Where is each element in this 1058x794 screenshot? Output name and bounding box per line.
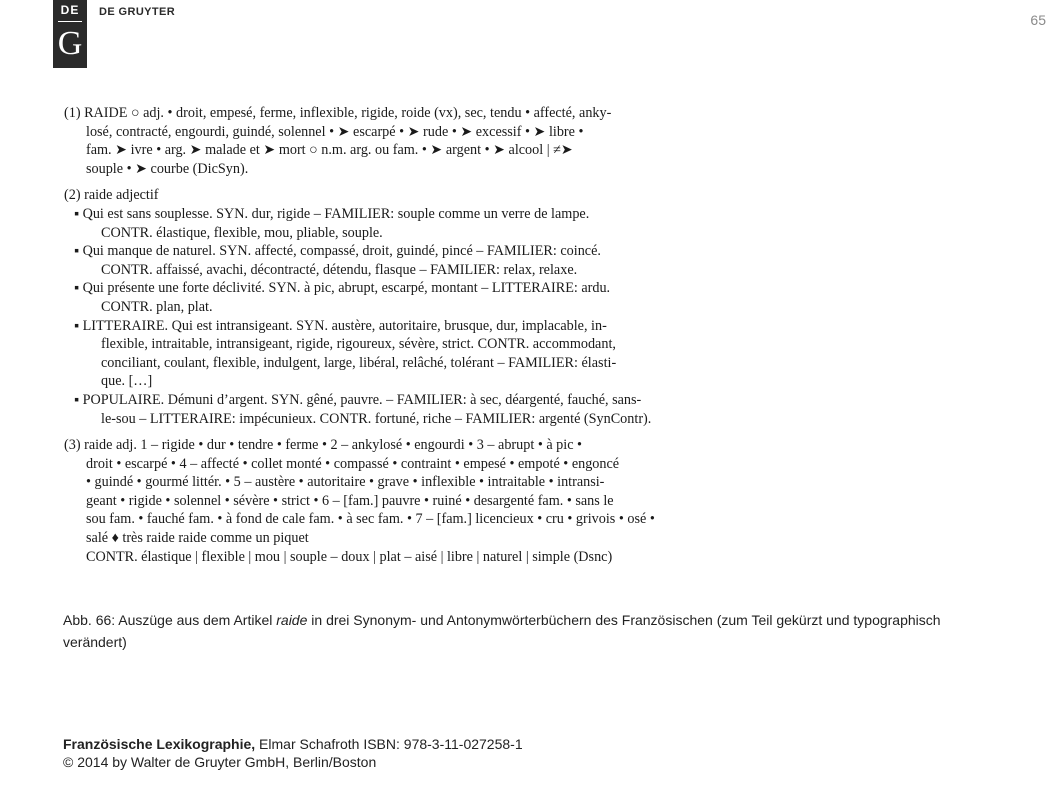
copyright-line: © 2014 by Walter de Gruyter GmbH, Berlin/Boston (63, 754, 377, 770)
entry-line: CONTR. élastique | flexible | mou | souple – doux | plat – aisé | libre | naturel | simple (Dsnc) (86, 548, 613, 565)
entry-line: ▪ POPULAIRE. Démuni d’argent. SYN. gêné, pauvre. – FAMILIER: à sec, déargenté, fauché, sans- (74, 391, 642, 408)
caption-prefix: Abb. 66: Auszüge aus dem Artikel (63, 612, 277, 628)
entry-line: • guindé • gourmé littér. • 5 – austère • autoritaire • grave • inflexible • intraitable • intransi- (86, 474, 605, 491)
entry-line: flexible, intraitable, intransigeant, rigide, rigoureux, sévère, strict. CONTR. accommodant, (101, 336, 616, 353)
logo-divider (58, 21, 82, 22)
entry-line: geant • rigide • solennel • sévère • strict • 6 – [fam.] pauvre • ruiné • desargenté fam. • sans le (86, 492, 614, 509)
dictionary-excerpt (64, 104, 662, 566)
entry-dicsyn (64, 104, 662, 178)
entry-line: CONTR. affaissé, avachi, décontracté, détendu, flasque – FAMILIER: relax, relaxe. (101, 261, 578, 278)
logo-top-text: DE (60, 3, 80, 17)
entry-line: ▪ Qui présente une forte déclivité. SYN. à pic, abrupt, escarpé, montant – LITTERAIRE: ardu. (74, 280, 611, 297)
entry-line: ▪ Qui est sans souplesse. SYN. dur, rigide – FAMILIER: souple comme un verre de lampe. (74, 205, 590, 222)
entry-line: ▪ LITTERAIRE. Qui est intransigeant. SYN. austère, autoritaire, brusque, dur, implacable, in- (74, 317, 607, 334)
publisher-name: DE GRUYTER (99, 6, 176, 18)
entry-line: conciliant, coulant, flexible, indulgent, large, libéral, relâché, tolérant – FAMILIER: élasti- (101, 354, 617, 371)
entry-line: losé, contracté, engourdi, guindé, solennel • ➤ escarpé • ➤ rude • ➤ excessif • ➤ libre • (86, 123, 584, 140)
entry-dsnc (64, 436, 662, 566)
entry-line: souple • ➤ courbe (DicSyn). (86, 160, 249, 177)
footer-line-1 (63, 735, 523, 753)
entry-syncontr (64, 186, 662, 428)
caption-suffix: in drei Synonym- und Antonymwörterbüchern des Französischen (zum Teil gekürzt und typographisch verändert) (63, 612, 941, 650)
entry-line: droit • escarpé • 4 – affecté • collet monté • compassé • contraint • empesé • empoté • engoncé (86, 455, 620, 472)
logo-bottom-text: G (57, 25, 83, 62)
book-title: Französische Lexikographie, (63, 736, 256, 752)
book-details: Elmar Schafroth ISBN: 978-3-11-027258-1 (255, 736, 523, 752)
entry-line: ▪ Qui manque de naturel. SYN. affecté, compassé, droit, guindé, pincé – FAMILIER: coincé. (74, 243, 601, 260)
publisher-logo (53, 0, 87, 68)
figure-caption (63, 609, 983, 653)
entry-line: (3) raide adj. 1 – rigide • dur • tendre • ferme • 2 – ankylosé • engourdi • 3 – abrupt • à pic • (64, 437, 583, 454)
page-number: 65 (1030, 12, 1046, 28)
caption-term: raide (276, 612, 308, 628)
entry-line: CONTR. élastique, flexible, mou, pliable, souple. (101, 224, 383, 241)
entry-line: fam. ➤ ivre • arg. ➤ malade et ➤ mort ○ n.m. arg. ou fam. • ➤ argent • ➤ alcool | ≠➤ (86, 142, 573, 159)
entry-heading: (2) raide adjectif (64, 187, 159, 204)
entry-line: sou fam. • fauché fam. • à fond de cale fam. • à sec fam. • 7 – [fam.] licencieux • cru • grivois • osé • (86, 511, 655, 528)
entry-line: salé ♦ très raide raide comme un piquet (86, 530, 309, 547)
entry-line: (1) RAIDE ○ adj. • droit, empesé, ferme, inflexible, rigide, roide (vx), sec, tendu • affecté, anky- (64, 105, 612, 121)
entry-line: CONTR. plan, plat. (101, 298, 213, 315)
citation-footer (63, 735, 523, 771)
entry-line: que. […] (101, 373, 153, 390)
entry-line: le-sou – LITTERAIRE: impécunieux. CONTR. fortuné, riche – FAMILIER: argenté (SynContr). (101, 410, 652, 427)
